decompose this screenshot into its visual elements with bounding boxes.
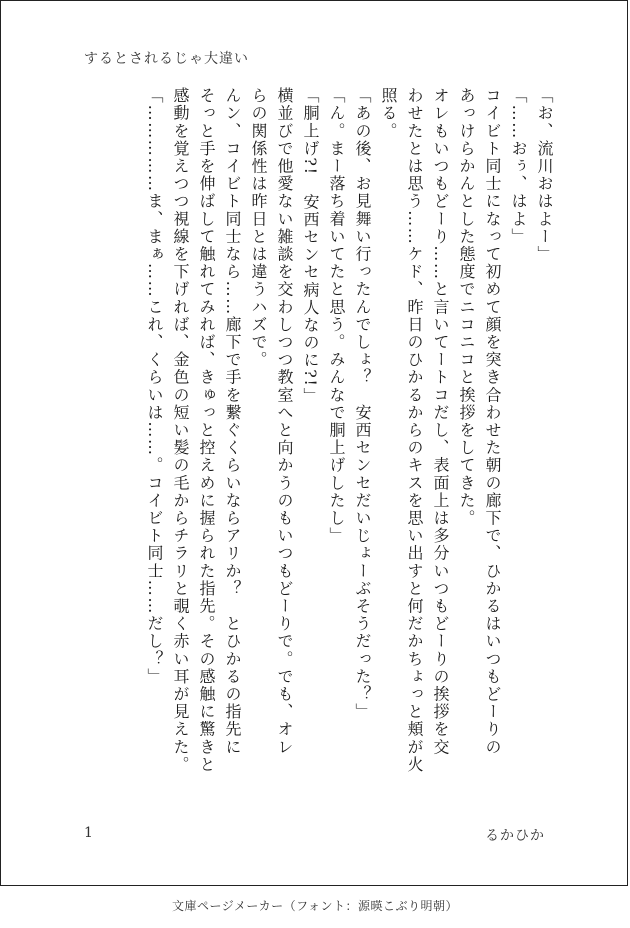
text-line: 「お、流川おはよー」 xyxy=(535,87,554,263)
page-number: 1 xyxy=(84,825,93,841)
text-line: らの関係性は昨日とは違うハズで。 xyxy=(249,87,268,369)
footer-caption: 文庫ページメーカー（フォント：源暎こぶり明朝） xyxy=(171,899,459,913)
vertical-body-text xyxy=(87,87,557,803)
text-line: 「……おぅ、はよ」 xyxy=(509,87,528,246)
text-line: オレもいつもどーり……と言いてートコだし、表面上は多分いつもどーりの挨拶を交 xyxy=(431,87,450,756)
text-line: コイビト同士になって初めて顔を突き合わせた朝の廊下で、ひかるはいつもどーりの xyxy=(483,87,502,756)
text-line: 「胴上げ?! 安西センセ病人なのに?!」 xyxy=(301,87,320,406)
text-line: 照る。 xyxy=(379,87,398,140)
text-line: わせたとは思う……ケド、昨日のひかるからのキスを思い出すと何だかちょっと頬が火 xyxy=(405,87,424,774)
text-line: 感動を覚えつつ視線を下げれば、金色の短い髪の毛からチラリと覗く赤い耳が見えた。 xyxy=(171,87,190,774)
text-line: んン、コイビト同士なら……廊下で手を繋ぐくらいならアリか？ とひかるの指先に xyxy=(223,87,242,756)
text-line: そっと手を伸ばして触れてみれば、きゅっと控えめに握られた指先。その感触に驚きと xyxy=(197,87,216,774)
text-line: 「ん。まー落ち着いてたと思う。みんなで胴上げしたし」 xyxy=(327,87,346,545)
text-line: 横並びで他愛ない雑談を交わしつつ教室へと向かうのもいつもどーりで。でも、オレ xyxy=(275,87,294,756)
author-name: るかひか xyxy=(485,828,545,844)
text-line: 「……………ま、まぁ……これ、くらいは……。コイビト同士……だし？」 xyxy=(145,87,164,686)
running-title: するとされるじゃ大違い xyxy=(84,51,249,67)
text-line: 「あの後、お見舞い行ったんでしょ？ 安西センセだいじょーぶそうだった？」 xyxy=(353,87,372,721)
text-line: あっけらかんとした態度でニコニコと挨拶をしてきた。 xyxy=(457,87,476,527)
